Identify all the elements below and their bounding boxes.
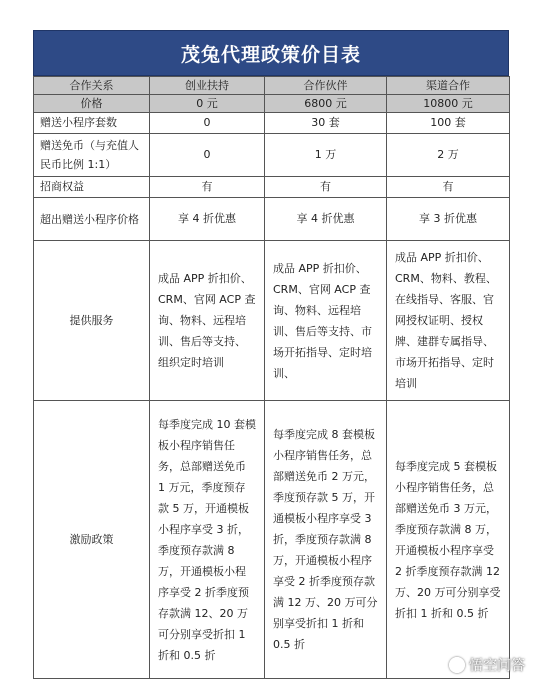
table-cell: 100 套 [387,113,510,134]
table-row [34,95,510,113]
header-cell: 创业扶持 [150,77,265,95]
row-label: 激励政策 [34,401,150,679]
table-row [34,401,510,679]
table-cell: 0 [150,134,265,177]
table-cell: 享 3 折优惠 [387,198,510,241]
table-cell: 2 万 [387,134,510,177]
table-cell: 6800 元 [265,95,387,113]
table-cell: 1 万 [265,134,387,177]
table-cell: 成品 APP 折扣价、CRM、官网 ACP 查询、物料、远程培训、售后等支持、市场开拓指导、定时培训、 [265,241,387,401]
table-header-row [34,77,510,95]
table-cell: 10800 元 [387,95,510,113]
price-table-container [33,30,509,679]
table-row [34,113,510,134]
table-cell: 享 4 折优惠 [265,198,387,241]
table-cell: 30 套 [265,113,387,134]
table-cell: 有 [387,177,510,198]
row-label: 价格 [34,95,150,113]
table-title: 茂兔代理政策价目表 [33,30,509,76]
table-row [34,198,510,241]
header-cell: 合作伙伴 [265,77,387,95]
table-cell: 每季度完成 5 套模板小程序销售任务，总部赠送免币 3 万元，季度预存款满 8 万，开通模板小程序享受 2 折季度预存款满 12 万、20 万可分别享受折扣 1 折和 0.5 折 [387,401,510,679]
watermark [449,655,525,675]
row-label: 提供服务 [34,241,150,401]
price-table [33,76,510,679]
table-cell: 成品 APP 折扣价、CRM、物料、教程、在线指导、客服、官网授权证明、授权牌、建群专属指导、市场开拓指导、定时培训 [387,241,510,401]
watermark-text: 悟空问答 [469,658,525,674]
table-cell: 每季度完成 8 套模板小程序销售任务，总部赠送免币 2 万元，季度预存款 5 万，开通模板小程序享受 3 折，季度预存款满 8 万，开通模板小程序享受 2 折季度预存款满 12 万、20 万可分别享受折扣 1 折和 0.5 折 [265,401,387,679]
row-label: 招商权益 [34,177,150,198]
table-cell: 有 [150,177,265,198]
table-row [34,241,510,401]
row-label: 超出赠送小程序价格 [34,198,150,241]
table-cell: 0 [150,113,265,134]
watermark-logo-icon [449,657,465,673]
table-cell: 0 元 [150,95,265,113]
row-label: 赠送免币（与充值人民币比例 1:1） [34,134,150,177]
table-cell: 成品 APP 折扣价、CRM、官网 ACP 查询、物料、远程培训、售后等支持、组织定时培训 [150,241,265,401]
row-label: 赠送小程序套数 [34,113,150,134]
table-cell: 享 4 折优惠 [150,198,265,241]
table-row [34,177,510,198]
table-cell: 有 [265,177,387,198]
table-row [34,134,510,177]
header-cell: 合作关系 [34,77,150,95]
table-cell: 每季度完成 10 套模板小程序销售任务，总部赠送免币 1 万元，季度预存款 5 万，开通模板小程序享受 3 折，季度预存款满 8 万，开通模板小程序享受 2 折季度预存款满 12、20 万可分别享受折扣 1 折和 0.5 折 [150,401,265,679]
header-cell: 渠道合作 [387,77,510,95]
